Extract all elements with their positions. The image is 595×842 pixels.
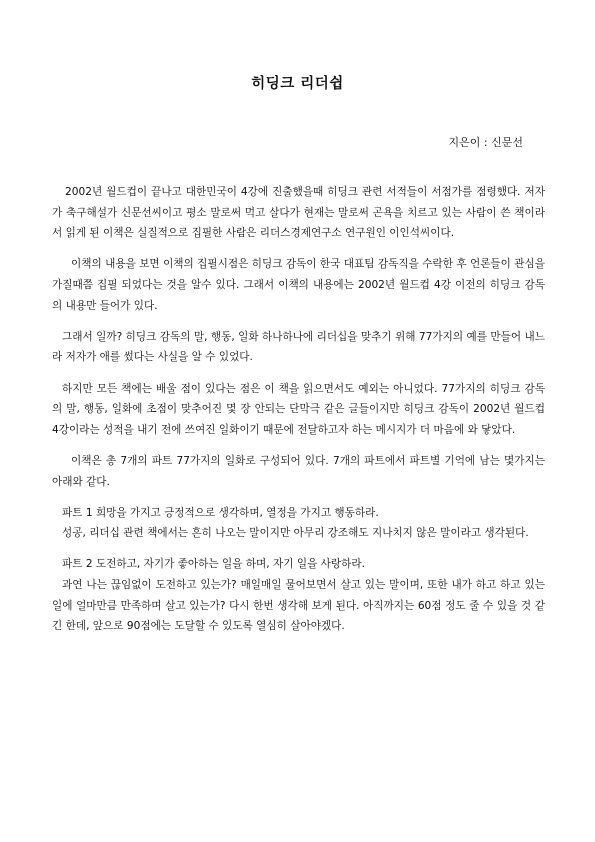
part-text: 성공, 리더십 관련 책에서는 흔히 나오는 말이지만 아무리 강조해도 지나치지 않은 말이라고 생각된다.: [62, 527, 529, 540]
part-heading: 파트 1 희망을 가지고 긍정적으로 생각하며, 열정을 가지고 행동하라.: [62, 506, 379, 519]
paragraph: 2002년 월드컵이 끝나고 대한민국이 4강에 진출했을때 히딩크 관련 서적들이 서점가를 점령했다. 저자가 축구해설가 신문선씨이고 평소 말로써 먹고 살다가 현재는 말로써 곤욕을 치르고 있는 사람이 쓴 책이라서 읽게 된 이책은 실질적으로 집필한 사람은 리더스경제연구소 연구원인 이인석씨이다.: [52, 186, 545, 240]
paragraph: 그래서 일까? 히딩크 감독의 말, 행동, 일화 하나하나에 리더십을 맞추기 위해 77가지의 예를 만들어 내느라 저자가 애를 썼다는 사실을 알 수 있었다.: [52, 330, 545, 364]
document-title: 히딩크 리더쉽: [251, 76, 344, 92]
part-heading: 파트 2 도전하고, 자기가 좋아하는 일을 하며, 자기 일을 사랑하라.: [62, 558, 365, 571]
part-text: 과연 나는 끊임없이 도전하고 있는가? 매일매일 물어보면서 살고 있는 말이며, 또한 내가 하고 하고 있는 일에 얼마만큼 만족하며 살고 있는가? 다시 한번 생각해 보게 된다. 아직까지는 60점 정도 줄 수 있을 것 같긴 한데, 앞으로 90점에는 도달할 수 있도록 열심히 살아야겠다.: [52, 579, 545, 633]
paragraph: 이책은 총 7개의 파트 77가지의 일화로 구성되어 있다. 7개의 파트에서 파트별 기억에 남는 몇가지는 아래와 같다.: [52, 454, 545, 488]
author-line: 지은이 : 신문선: [448, 136, 523, 149]
paragraph: 이책의 내용을 보면 이책의 집필시점은 히딩크 감독이 한국 대표팀 감독직을 수락한 후 언론들이 관심을 가질때쯤 집필 되었다는 것을 알수 있다. 그래서 이책의 내용에는 2002년 월드컵 4강 이전의 히딩크 감독의 내용만 들어가 있다.: [52, 258, 545, 312]
paragraph: 하지만 모든 책에는 배울 점이 있다는 점은 이 책을 읽으면서도 예외는 아니었다. 77가지의 히딩크 감독의 말, 행동, 일화에 초점이 맞추어진 몇 장 안되는 단막극 같은 글들이지만 히딩크 감독이 2002년 월드컵 4강이라는 성적을 내기 전에 쓰여진 일화이기 때문에 전달하고자 하는 메시지가 더 마음에 와 닿았다.: [52, 382, 545, 436]
document-body: [52, 182, 545, 647]
